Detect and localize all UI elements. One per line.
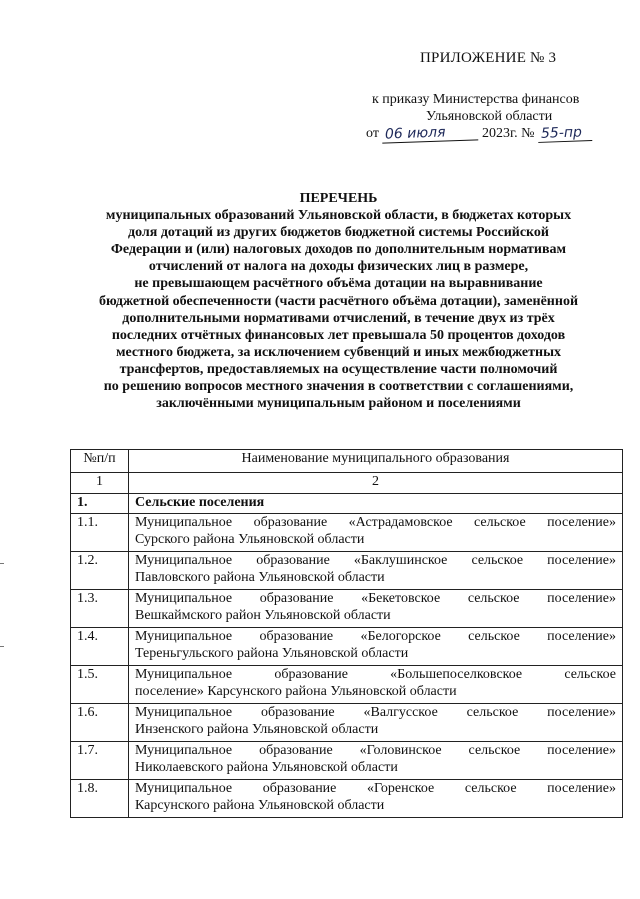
handwritten-order-number: 55-пр xyxy=(538,124,593,143)
handwritten-order-date: 06 июля xyxy=(382,123,479,143)
title-line: муниципальных образований Ульяновской области, в бюджетах которых xyxy=(105,208,572,224)
row-number: 1.1. xyxy=(71,514,129,552)
title-line: доля дотаций из других бюджетов бюджетной системы Российской xyxy=(128,225,549,241)
row-number: 1.7. xyxy=(71,742,129,780)
table-row xyxy=(71,666,623,704)
appendix-label: ПРИЛОЖЕНИЕ № 3 xyxy=(420,50,557,66)
column-header-number: №п/п xyxy=(71,450,129,473)
row-name-line2: Вешкаймского район Ульяновской области xyxy=(135,607,391,623)
row-name-line2: поселение» Карсунского района Ульяновской области xyxy=(135,683,457,699)
title-line: отчислений от налога на доходы физических лиц в размере, xyxy=(148,259,529,275)
table-row xyxy=(71,742,623,780)
row-name-line2: Павловского района Ульяновской области xyxy=(135,569,385,585)
title-line: местного бюджета, за исключением субвенций и иных межбюджетных xyxy=(115,344,562,360)
column-index-2: 2 xyxy=(129,473,623,494)
table-row xyxy=(71,628,623,666)
scan-margin-mark xyxy=(0,646,4,647)
title-line: бюджетной обеспеченности (части расчётного объёма дотации), заменённой xyxy=(98,293,579,309)
row-name-line2: Николаевского района Ульяновской области xyxy=(135,759,398,775)
row-name-line2: Тереньгульского района Ульяновской области xyxy=(135,645,409,661)
row-name xyxy=(129,704,623,742)
row-name-line1: Муниципальное образование «Баклушинское сельское поселение» xyxy=(135,553,616,568)
scan-margin-mark xyxy=(0,563,4,564)
table-row xyxy=(71,514,623,552)
title-line: заключёнными муниципальным районом и поселениями xyxy=(156,396,521,412)
table-header-row xyxy=(71,450,623,473)
row-number: 1.3. xyxy=(71,590,129,628)
title-line: последних отчётных финансовых лет превышала 50 процентов доходов xyxy=(111,327,566,343)
row-name-line2: Инзенского района Ульяновской области xyxy=(135,721,379,737)
row-name-line2: Карсунского района Ульяновской области xyxy=(135,797,385,813)
section-number: 1. xyxy=(71,494,129,514)
order-date-number-line xyxy=(366,125,592,142)
title-line: не превышающем расчётного объёма дотации на выравнивание xyxy=(134,276,543,292)
title-line: трансфертов, предоставляемых на осуществление части полномочий xyxy=(119,361,558,377)
table-index-row xyxy=(71,473,623,494)
municipalities-table xyxy=(70,449,623,818)
table-row xyxy=(71,704,623,742)
title-heading: ПЕРЕЧЕНЬ xyxy=(299,191,378,206)
row-number: 1.2. xyxy=(71,552,129,590)
order-reference-line1: к приказу Министерства финансов xyxy=(372,92,580,107)
row-name xyxy=(129,742,623,780)
table-row xyxy=(71,780,623,818)
row-name-line1: Муниципальное образование «Бекетовское сельское поселение» xyxy=(135,591,616,606)
row-number: 1.4. xyxy=(71,628,129,666)
row-name-line1: Муниципальное образование «Головинское сельское поселение» xyxy=(135,743,616,758)
row-number: 1.5. xyxy=(71,666,129,704)
table-row xyxy=(71,590,623,628)
order-prefix: от xyxy=(366,126,379,141)
table-row xyxy=(71,552,623,590)
row-name xyxy=(129,628,623,666)
row-number: 1.6. xyxy=(71,704,129,742)
title-line: дополнительными нормативами отчислений, в течение двух из трёх xyxy=(122,310,555,326)
order-reference-line2: Ульяновской области xyxy=(426,109,553,124)
column-index-1: 1 xyxy=(71,473,129,494)
title-line: Федерации и (или) налоговых доходов по дополнительным нормативам xyxy=(110,242,567,258)
row-number: 1.8. xyxy=(71,780,129,818)
row-name-line1: Муниципальное образование «Большепоселковское сельское xyxy=(135,667,616,682)
section-name: Сельские поселения xyxy=(129,494,623,514)
order-year: 2023г. № xyxy=(481,126,535,141)
column-header-name: Наименование муниципального образования xyxy=(129,450,623,473)
row-name xyxy=(129,590,623,628)
row-name xyxy=(129,552,623,590)
row-name xyxy=(129,780,623,818)
row-name-line2: Сурского района Ульяновской области xyxy=(135,531,365,547)
row-name-line1: Муниципальное образование «Валгусское сельское поселение» xyxy=(135,705,616,720)
row-name-line1: Муниципальное образование «Белогорское сельское поселение» xyxy=(135,629,616,644)
row-name-line1: Муниципальное образование «Астрадамовское сельское поселение» xyxy=(135,515,616,530)
row-name xyxy=(129,666,623,704)
title-line: по решению вопросов местного значения в соответствии с соглашениями, xyxy=(103,379,574,395)
row-name xyxy=(129,514,623,552)
table-section-row xyxy=(71,494,623,514)
document-title xyxy=(66,190,611,412)
row-name-line1: Муниципальное образование «Горенское сельское поселение» xyxy=(135,781,616,796)
